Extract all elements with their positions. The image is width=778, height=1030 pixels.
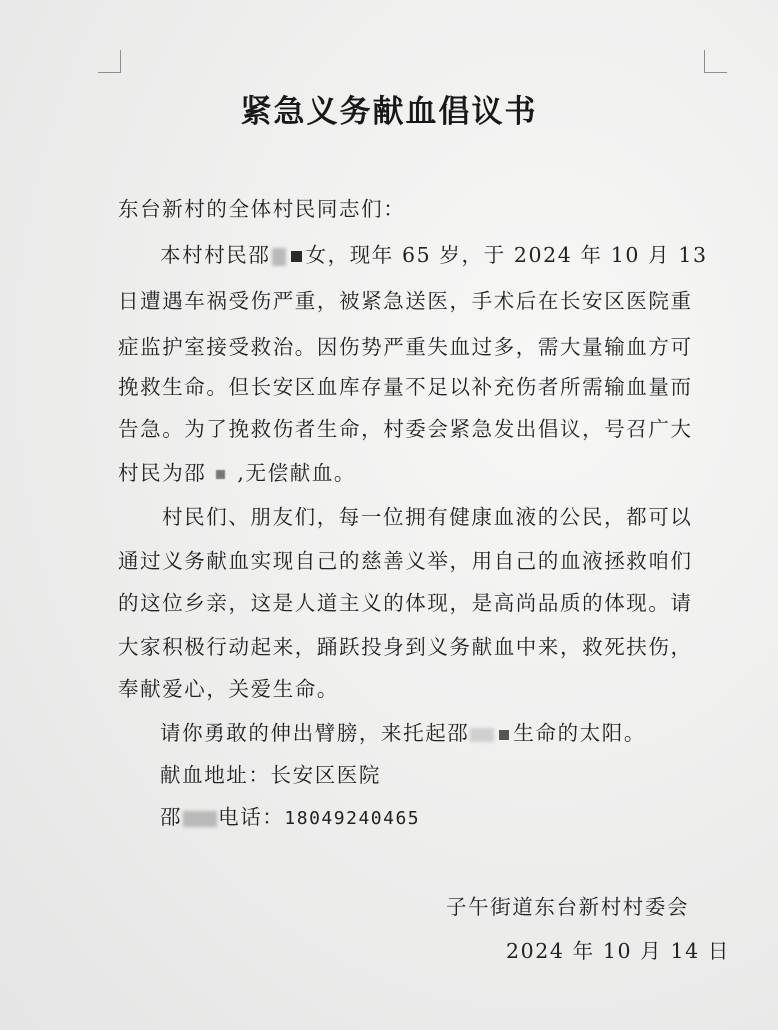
redaction-square [216, 470, 225, 479]
salutation: 东台新村的全体村民同志们： [118, 197, 406, 221]
para1-line6-end: ,无偿献血。 [237, 461, 357, 485]
donation-address: 献血地址：长安区医院 [160, 763, 381, 787]
page-corner-mark-top-left [98, 50, 121, 73]
redaction-square [499, 730, 509, 740]
signature-organization: 子午街道东台新村村委会 [446, 895, 690, 919]
redacted-name [183, 811, 217, 827]
para2-line5: 奉献爱心，关爱生命。 [118, 677, 339, 701]
signature-date: 2024 年 10 月 14 日 [506, 939, 731, 963]
para1-line6-start: 村民为邵 [118, 461, 207, 485]
page-corner-mark-top-right [704, 50, 727, 73]
para1-line4: 挽救生命。但长安区血库存量不足以补充伤者所需输血量而 [118, 375, 693, 399]
phone-prefix: 邵 [160, 805, 183, 829]
para2-line1: 村民们、朋友们，每一位拥有健康血液的公民，都可以 [162, 505, 693, 529]
para3-line1-start: 请你勇敢的伸出臂膀，来托起邵 [160, 721, 470, 745]
redaction-square [291, 251, 302, 262]
redacted-name [272, 248, 286, 266]
contact-phone [160, 800, 420, 830]
para3-line1-end: 生命的太阳。 [513, 721, 647, 745]
para1-line2: 日遭遇车祸受伤严重，被紧急送医，手术后在长安区医院重 [118, 289, 693, 313]
document-title: 紧急义务献血倡议书 [240, 94, 538, 130]
para1-line1-end: 女，现年 65 岁，于 2024 年 10 月 13 [305, 243, 708, 267]
redacted-name [470, 728, 494, 742]
para1-line3: 症监护室接受救治。因伤势严重失血过多，需大量输血方可 [118, 335, 693, 359]
para3-line1 [160, 716, 646, 746]
para2-line4: 大家积极行动起来，踊跃投身到义务献血中来，救死扶伤， [118, 635, 693, 659]
para1-line1 [160, 238, 708, 268]
para1-line5: 告急。为了挽救伤者生命，村委会紧急发出倡议，号召广大 [118, 417, 693, 441]
phone-label: 电话： [218, 805, 285, 829]
para1-line1-start: 本村村民邵 [160, 243, 271, 267]
para2-line3: 的这位乡亲，这是人道主义的体现，是高尚品质的体现。请 [118, 591, 693, 615]
phone-number: 18049240465 [284, 808, 421, 829]
para1-line6 [118, 456, 356, 486]
para2-line2: 通过义务献血实现自己的慈善义举，用自己的血液拯救咱们 [118, 549, 693, 573]
